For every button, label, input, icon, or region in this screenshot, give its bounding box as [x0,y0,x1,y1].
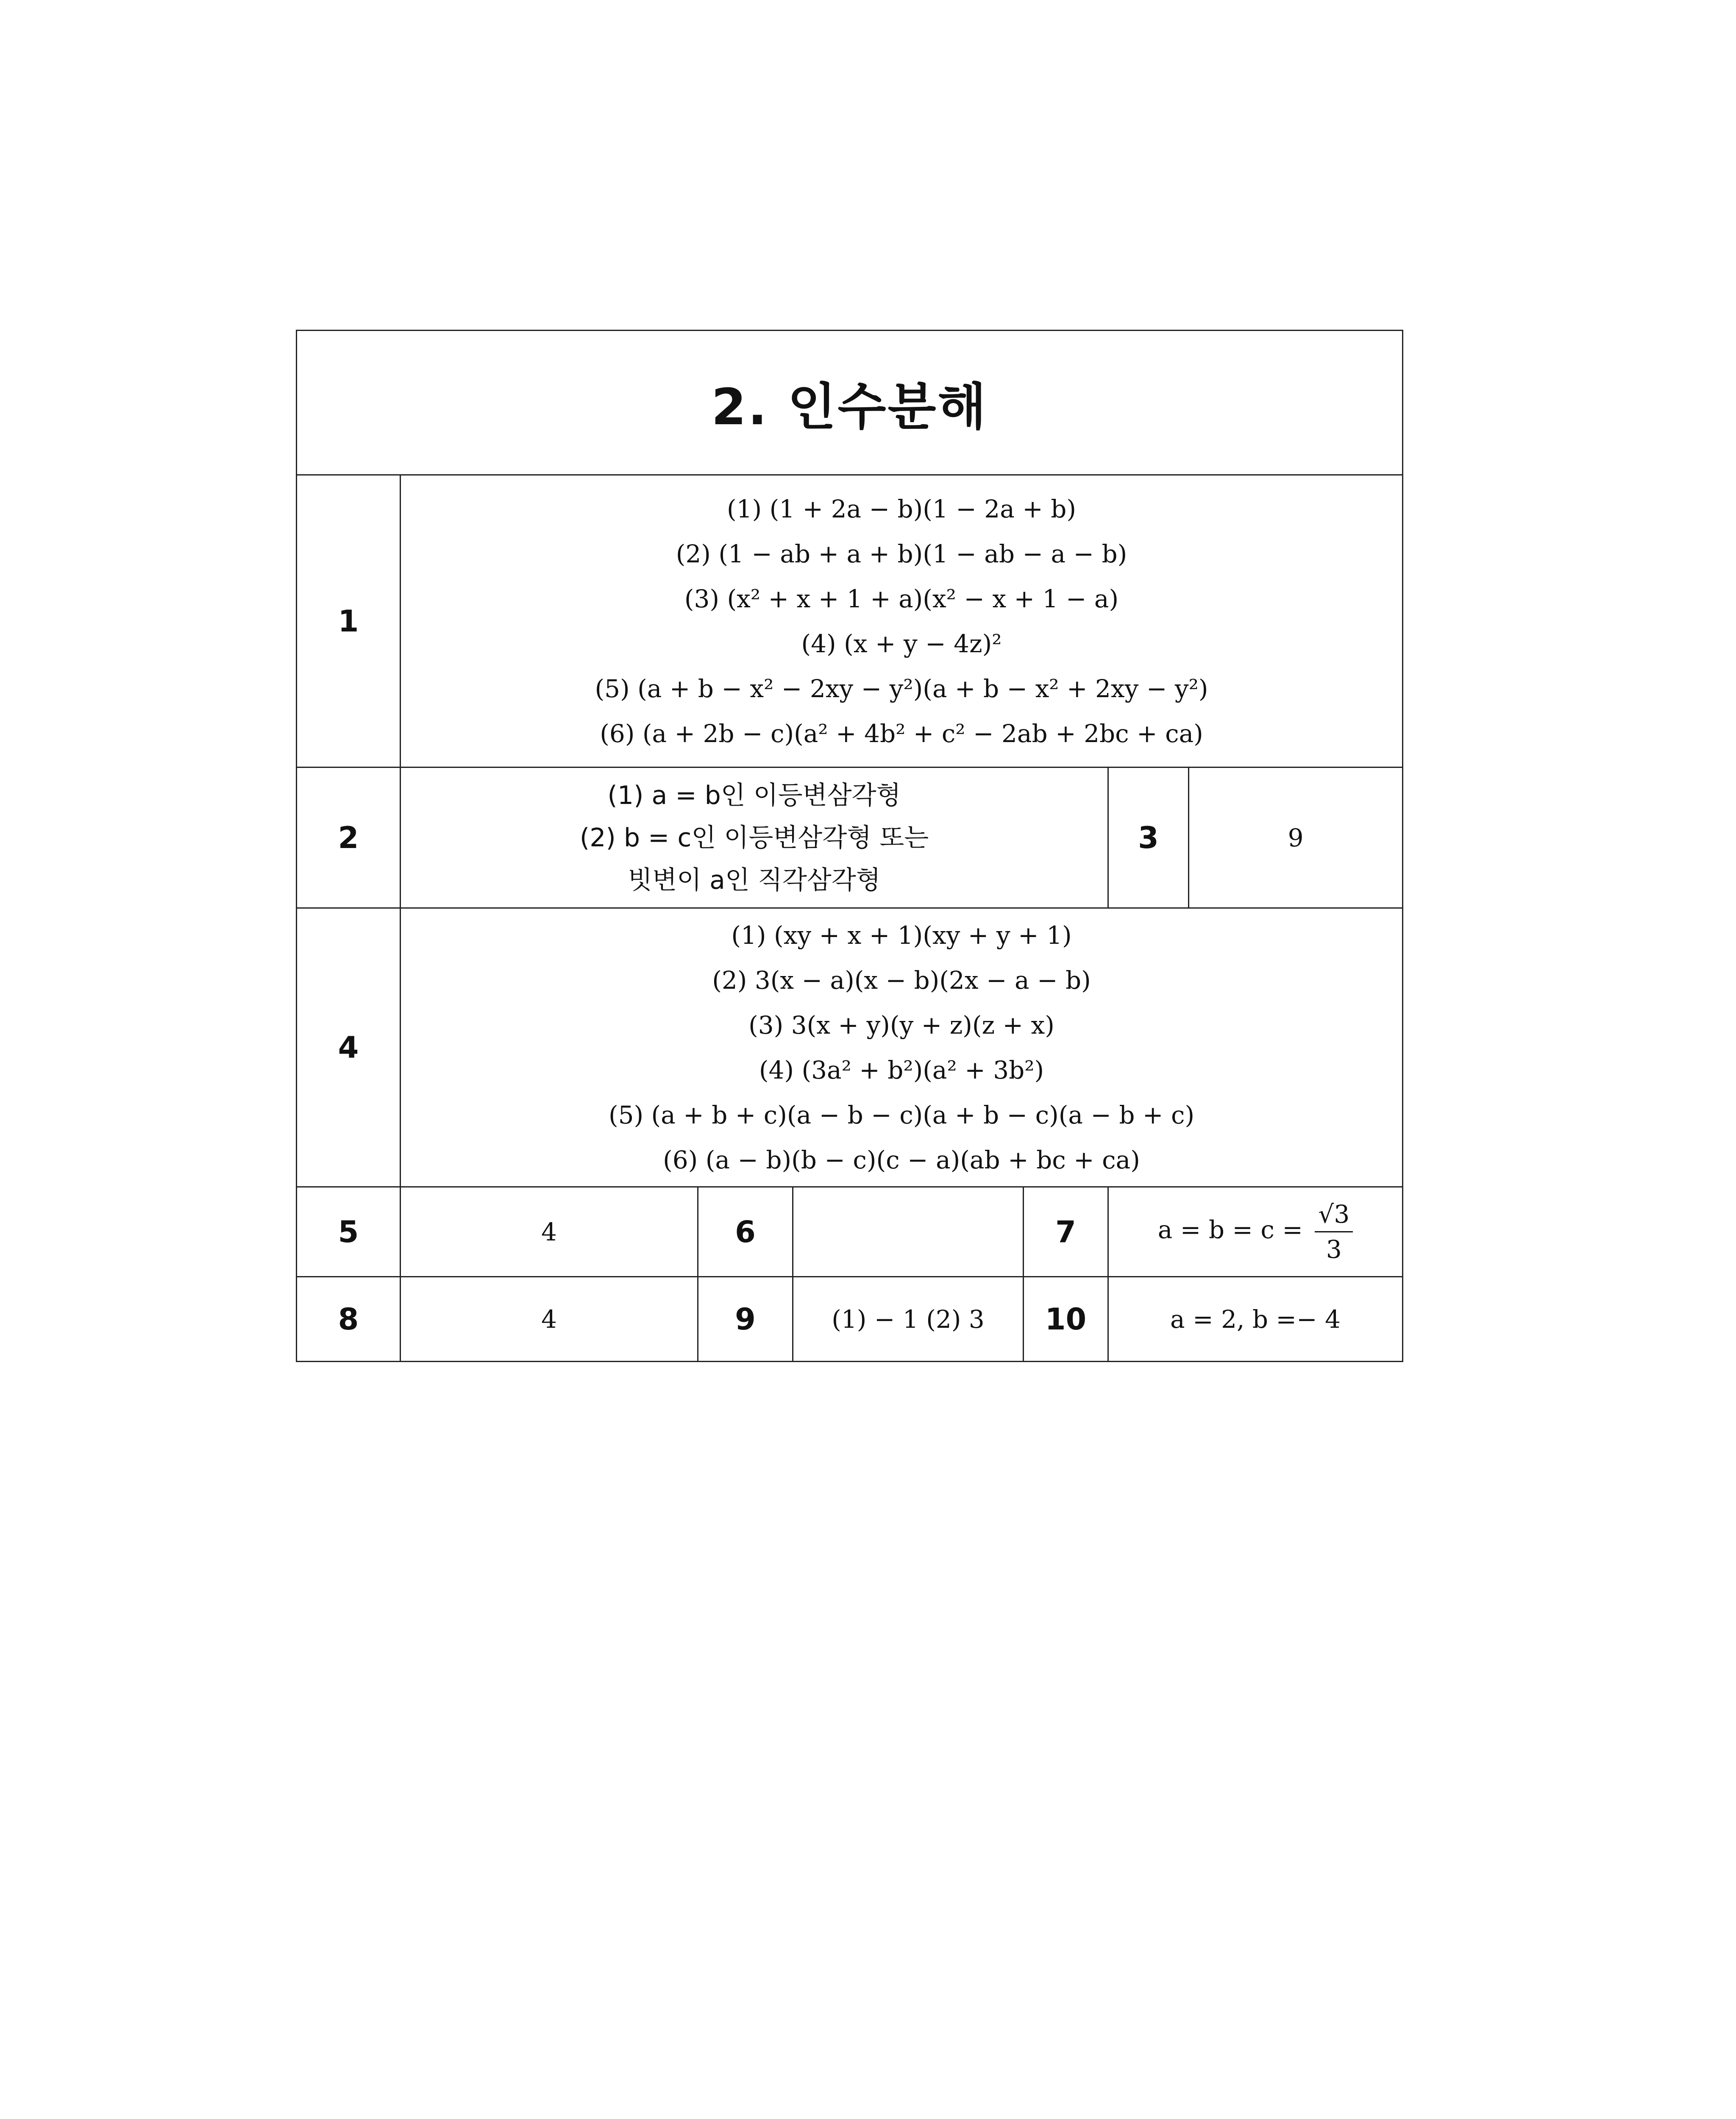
answer-list-1 [401,487,1402,756]
answer-line: (5) (a + b − x² − 2xy − y²)(a + b − x² + 2xy − y²) [595,674,1208,703]
answer-line: (3) (x² + x + 1 + a)(x² − x + 1 − a) [684,584,1119,613]
answer-cell-5: 4 [401,1187,698,1277]
answer-line: (4) (x + y − 4z)² [801,629,1002,658]
answer-cell-6 [793,1187,1024,1277]
answer-line: (5) (a + b + c)(a − b − c)(a + b − c)(a − b + c) [608,1100,1195,1129]
answer-line: (2) (1 − ab + a + b)(1 − ab − a − b) [676,539,1127,568]
question-number-3: 3 [1108,768,1189,908]
answer-table [296,330,1403,1362]
answer-cell-7 [1108,1187,1403,1277]
question-number-2: 2 [297,768,401,908]
answer-line: (1) a = b인 이등변삼각형 [607,780,901,810]
answer-cell-9: (1) − 1 (2) 3 [793,1277,1024,1362]
fraction-numerator: √3 [1315,1197,1353,1232]
answer-list-2 [401,774,1107,901]
question-number-5: 5 [297,1187,401,1277]
question-number-10: 10 [1024,1277,1108,1362]
answer-cell-8: 4 [401,1277,698,1362]
question-number-1: 1 [297,475,401,768]
answer-line: (4) (3a² + b²)(a² + 3b²) [759,1055,1044,1085]
answer-line: (1) (1 + 2a − b)(1 − 2a + b) [727,494,1077,523]
answer-cell-3: 9 [1189,768,1403,908]
answer-cell-2 [401,768,1108,908]
answer-line: (3) 3(x + y)(y + z)(z + x) [748,1010,1054,1040]
fraction-denominator: 3 [1326,1235,1342,1264]
answer-line: (1) (xy + x + 1)(xy + y + 1) [731,920,1072,950]
answer-cell-4 [401,908,1403,1187]
answer-cell-10: a = 2, b =− 4 [1108,1277,1403,1362]
question-number-6: 6 [698,1187,793,1277]
answer-line: (6) (a + 2b − c)(a² + 4b² + c² − 2ab + 2bc + ca) [600,719,1203,748]
title-cell [297,331,1403,475]
question-number-9: 9 [698,1277,793,1362]
answer-line: (2) b = c인 이등변삼각형 또는 [579,823,929,853]
question-number-4: 4 [297,908,401,1187]
answer-line: (6) (a − b)(b − c)(c − a)(ab + bc + ca) [663,1145,1140,1174]
page-title: 2. 인수분해 [711,378,988,436]
answer-line: 빗변이 a인 직각삼각형 [628,865,881,895]
answer-list-4 [401,913,1402,1182]
answer-cell-1 [401,475,1403,768]
fraction [1315,1197,1353,1266]
answer-prefix: a = b = c = [1157,1215,1303,1244]
answer-line: (2) 3(x − a)(x − b)(2x − a − b) [712,965,1091,995]
question-number-8: 8 [297,1277,401,1362]
question-number-7: 7 [1024,1187,1108,1277]
